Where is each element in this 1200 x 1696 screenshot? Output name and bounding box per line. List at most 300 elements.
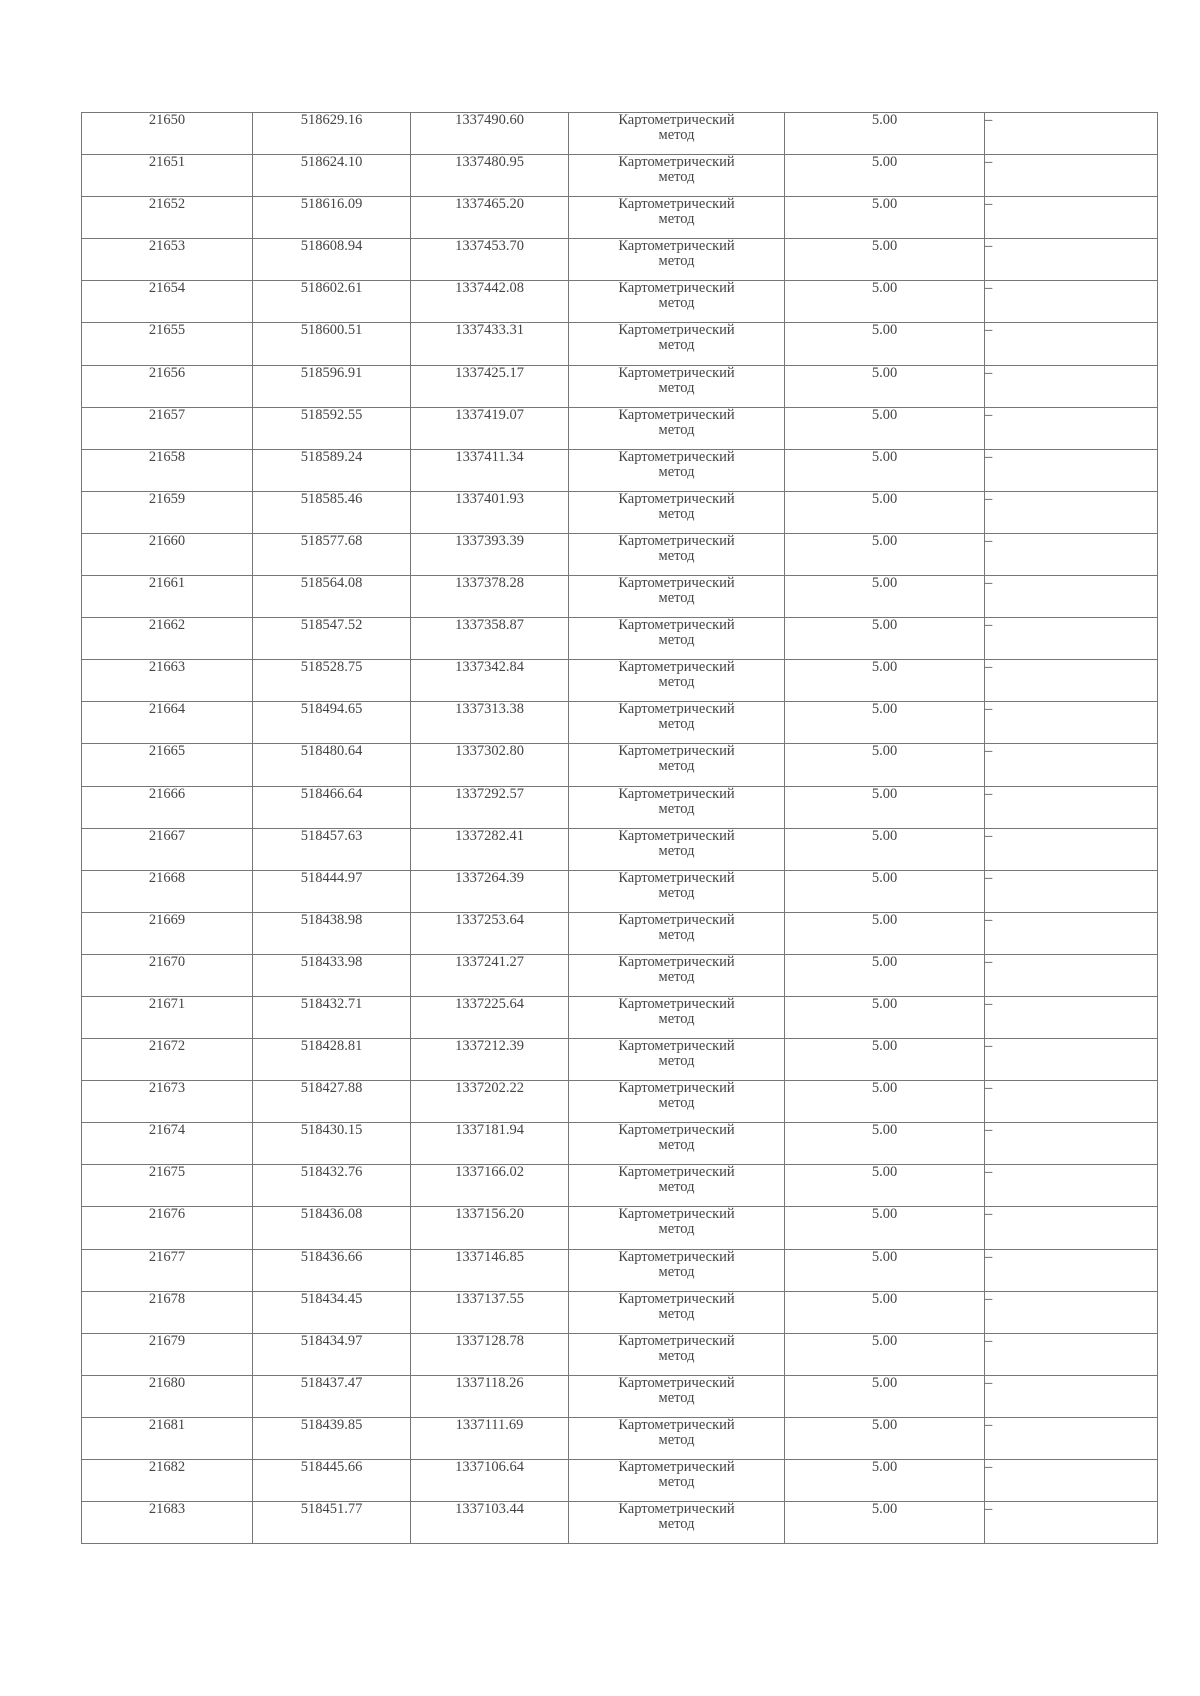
table-row [82, 1291, 1158, 1333]
x-coordinate-cell: 518577.68 [253, 533, 411, 575]
table-row [82, 660, 1158, 702]
x-coordinate-cell: 518430.15 [253, 1123, 411, 1165]
method-cell [569, 1123, 785, 1165]
method-line-1: Картометрический [618, 112, 735, 128]
x-coordinate-cell: 518445.66 [253, 1460, 411, 1502]
point-number-cell: 21656 [82, 365, 253, 407]
y-coordinate-cell: 1337202.22 [411, 1081, 569, 1123]
y-coordinate-cell: 1337166.02 [411, 1165, 569, 1207]
note-cell: – [985, 1291, 1158, 1333]
y-coordinate-cell: 1337282.41 [411, 828, 569, 870]
point-number-cell: 21678 [82, 1291, 253, 1333]
table-row [82, 702, 1158, 744]
note-cell: – [985, 1165, 1158, 1207]
point-number-cell: 21674 [82, 1123, 253, 1165]
note-cell: – [985, 1249, 1158, 1291]
accuracy-cell: 5.00 [785, 744, 985, 786]
x-coordinate-cell: 518432.71 [253, 996, 411, 1038]
x-coordinate-cell: 518434.45 [253, 1291, 411, 1333]
method-line-2: метод [658, 295, 695, 312]
point-number-cell: 21664 [82, 702, 253, 744]
method-line-1: Картометрический [618, 1332, 735, 1349]
point-number-cell: 21661 [82, 576, 253, 618]
note-cell: – [985, 954, 1158, 996]
table-row [82, 1502, 1158, 1544]
table-row [82, 323, 1158, 365]
method-line-1: Картометрический [618, 1416, 735, 1433]
method-line-2: метод [658, 674, 695, 691]
method-line-2: метод [658, 169, 695, 186]
accuracy-cell: 5.00 [785, 407, 985, 449]
table-row [82, 1333, 1158, 1375]
table-row [82, 1165, 1158, 1207]
x-coordinate-cell: 518480.64 [253, 744, 411, 786]
x-coordinate-cell: 518624.10 [253, 155, 411, 197]
x-coordinate-cell: 518585.46 [253, 491, 411, 533]
method-cell [569, 660, 785, 702]
accuracy-cell: 5.00 [785, 323, 985, 365]
note-cell: – [985, 197, 1158, 239]
table-row [82, 1081, 1158, 1123]
table-row [82, 449, 1158, 491]
method-cell [569, 239, 785, 281]
method-line-1: Картометрический [618, 869, 735, 886]
accuracy-cell: 5.00 [785, 1039, 985, 1081]
accuracy-cell: 5.00 [785, 1460, 985, 1502]
note-cell: – [985, 1039, 1158, 1081]
note-cell: – [985, 113, 1158, 155]
method-line-1: Картометрический [618, 322, 735, 339]
note-cell: – [985, 323, 1158, 365]
method-cell [569, 449, 785, 491]
method-line-1: Картометрический [618, 617, 735, 634]
x-coordinate-cell: 518466.64 [253, 786, 411, 828]
x-coordinate-cell: 518451.77 [253, 1502, 411, 1544]
method-line-2: метод [658, 1516, 695, 1533]
accuracy-cell: 5.00 [785, 197, 985, 239]
x-coordinate-cell: 518436.66 [253, 1249, 411, 1291]
method-line-2: метод [658, 1347, 695, 1364]
method-cell [569, 576, 785, 618]
point-number-cell: 21662 [82, 618, 253, 660]
point-number-cell: 21683 [82, 1502, 253, 1544]
method-line-1: Картометрический [618, 406, 735, 423]
x-coordinate-cell: 518616.09 [253, 197, 411, 239]
method-line-2: метод [658, 1179, 695, 1196]
accuracy-cell: 5.00 [785, 1207, 985, 1249]
method-line-1: Картометрический [618, 280, 735, 297]
table-row [82, 828, 1158, 870]
method-line-1: Картометрический [618, 238, 735, 255]
method-cell [569, 365, 785, 407]
method-line-2: метод [658, 1221, 695, 1238]
method-line-2: метод [658, 716, 695, 733]
method-cell [569, 786, 785, 828]
note-cell: – [985, 491, 1158, 533]
method-line-2: метод [658, 926, 695, 943]
x-coordinate-cell: 518433.98 [253, 954, 411, 996]
y-coordinate-cell: 1337225.64 [411, 996, 569, 1038]
note-cell: – [985, 576, 1158, 618]
accuracy-cell: 5.00 [785, 1249, 985, 1291]
note-cell: – [985, 155, 1158, 197]
method-cell [569, 996, 785, 1038]
y-coordinate-cell: 1337342.84 [411, 660, 569, 702]
accuracy-cell: 5.00 [785, 1165, 985, 1207]
method-line-2: метод [658, 505, 695, 522]
method-cell [569, 744, 785, 786]
method-cell [569, 1291, 785, 1333]
x-coordinate-cell: 518494.65 [253, 702, 411, 744]
method-line-1: Картометрический [618, 1501, 735, 1518]
note-cell: – [985, 365, 1158, 407]
note-cell: – [985, 828, 1158, 870]
point-number-cell: 21676 [82, 1207, 253, 1249]
point-number-cell: 21673 [82, 1081, 253, 1123]
x-coordinate-cell: 518436.08 [253, 1207, 411, 1249]
y-coordinate-cell: 1337264.39 [411, 870, 569, 912]
method-line-2: метод [658, 590, 695, 607]
x-coordinate-cell: 518528.75 [253, 660, 411, 702]
table-row [82, 912, 1158, 954]
note-cell: – [985, 407, 1158, 449]
y-coordinate-cell: 1337253.64 [411, 912, 569, 954]
method-line-1: Картометрический [618, 1459, 735, 1475]
y-coordinate-cell: 1337490.60 [411, 113, 569, 155]
method-line-1: Картометрический [618, 743, 735, 760]
y-coordinate-cell: 1337137.55 [411, 1291, 569, 1333]
method-line-1: Картометрический [618, 1248, 735, 1265]
method-cell [569, 1249, 785, 1291]
accuracy-cell: 5.00 [785, 912, 985, 954]
method-cell [569, 870, 785, 912]
y-coordinate-cell: 1337103.44 [411, 1502, 569, 1544]
point-number-cell: 21659 [82, 491, 253, 533]
y-coordinate-cell: 1337425.17 [411, 365, 569, 407]
method-line-1: Картометрический [618, 575, 735, 592]
table-row [82, 786, 1158, 828]
point-number-cell: 21665 [82, 744, 253, 786]
method-line-1: Картометрический [618, 785, 735, 802]
x-coordinate-cell: 518592.55 [253, 407, 411, 449]
x-coordinate-cell: 518434.97 [253, 1333, 411, 1375]
table-row [82, 1460, 1158, 1502]
method-line-1: Картометрический [618, 196, 735, 213]
note-cell: – [985, 1375, 1158, 1417]
accuracy-cell: 5.00 [785, 702, 985, 744]
note-cell: – [985, 533, 1158, 575]
table-row [82, 996, 1158, 1038]
method-cell [569, 197, 785, 239]
y-coordinate-cell: 1337393.39 [411, 533, 569, 575]
point-number-cell: 21675 [82, 1165, 253, 1207]
point-number-cell: 21658 [82, 449, 253, 491]
method-line-1: Картометрический [618, 532, 735, 549]
note-cell: – [985, 1081, 1158, 1123]
method-line-2: метод [658, 758, 695, 775]
accuracy-cell: 5.00 [785, 996, 985, 1038]
x-coordinate-cell: 518444.97 [253, 870, 411, 912]
y-coordinate-cell: 1337146.85 [411, 1249, 569, 1291]
y-coordinate-cell: 1337480.95 [411, 155, 569, 197]
method-cell [569, 702, 785, 744]
note-cell: – [985, 1460, 1158, 1502]
note-cell: – [985, 618, 1158, 660]
point-number-cell: 21672 [82, 1039, 253, 1081]
method-line-2: метод [658, 1305, 695, 1322]
point-number-cell: 21655 [82, 323, 253, 365]
x-coordinate-cell: 518608.94 [253, 239, 411, 281]
method-line-2: метод [658, 1474, 695, 1490]
method-line-1: Картометрический [618, 490, 735, 507]
x-coordinate-cell: 518547.52 [253, 618, 411, 660]
note-cell: – [985, 449, 1158, 491]
point-number-cell: 21668 [82, 870, 253, 912]
table-row [82, 533, 1158, 575]
point-number-cell: 21657 [82, 407, 253, 449]
y-coordinate-cell: 1337442.08 [411, 281, 569, 323]
table-row [82, 491, 1158, 533]
table-row [82, 239, 1158, 281]
y-coordinate-cell: 1337181.94 [411, 1123, 569, 1165]
y-coordinate-cell: 1337156.20 [411, 1207, 569, 1249]
x-coordinate-cell: 518437.47 [253, 1375, 411, 1417]
method-line-2: метод [658, 968, 695, 985]
point-number-cell: 21667 [82, 828, 253, 870]
y-coordinate-cell: 1337111.69 [411, 1417, 569, 1459]
point-number-cell: 21671 [82, 996, 253, 1038]
note-cell: – [985, 870, 1158, 912]
method-cell [569, 1207, 785, 1249]
method-line-1: Картометрический [618, 1374, 735, 1391]
accuracy-cell: 5.00 [785, 1291, 985, 1333]
point-number-cell: 21660 [82, 533, 253, 575]
y-coordinate-cell: 1337302.80 [411, 744, 569, 786]
point-number-cell: 21652 [82, 197, 253, 239]
table-row [82, 281, 1158, 323]
method-line-1: Картометрический [618, 1080, 735, 1097]
note-cell: – [985, 1417, 1158, 1459]
method-line-2: метод [658, 884, 695, 901]
note-cell: – [985, 744, 1158, 786]
accuracy-cell: 5.00 [785, 533, 985, 575]
coordinates-table [81, 112, 1158, 1544]
point-number-cell: 21677 [82, 1249, 253, 1291]
method-cell [569, 1081, 785, 1123]
accuracy-cell: 5.00 [785, 1375, 985, 1417]
method-cell [569, 912, 785, 954]
method-cell [569, 281, 785, 323]
accuracy-cell: 5.00 [785, 155, 985, 197]
table-row [82, 744, 1158, 786]
method-line-2: метод [658, 421, 695, 438]
method-cell [569, 828, 785, 870]
point-number-cell: 21650 [82, 113, 253, 155]
accuracy-cell: 5.00 [785, 954, 985, 996]
method-cell [569, 491, 785, 533]
method-cell [569, 323, 785, 365]
method-line-2: метод [658, 632, 695, 649]
method-line-2: метод [658, 463, 695, 480]
method-line-1: Картометрический [618, 911, 735, 928]
accuracy-cell: 5.00 [785, 239, 985, 281]
method-line-1: Картометрический [618, 995, 735, 1012]
method-cell [569, 1375, 785, 1417]
y-coordinate-cell: 1337453.70 [411, 239, 569, 281]
accuracy-cell: 5.00 [785, 1333, 985, 1375]
note-cell: – [985, 1333, 1158, 1375]
note-cell: – [985, 1502, 1158, 1544]
x-coordinate-cell: 518600.51 [253, 323, 411, 365]
table-row [82, 1249, 1158, 1291]
method-line-1: Картометрический [618, 701, 735, 718]
method-line-1: Картометрический [618, 448, 735, 465]
method-line-2: метод [658, 842, 695, 859]
method-line-1: Картометрический [618, 953, 735, 970]
accuracy-cell: 5.00 [785, 870, 985, 912]
method-line-2: метод [658, 547, 695, 564]
method-line-1: Картометрический [618, 1206, 735, 1223]
y-coordinate-cell: 1337433.31 [411, 323, 569, 365]
method-line-2: метод [658, 1137, 695, 1154]
point-number-cell: 21680 [82, 1375, 253, 1417]
method-line-2: метод [658, 1010, 695, 1027]
note-cell: – [985, 1123, 1158, 1165]
table-row [82, 1207, 1158, 1249]
point-number-cell: 21682 [82, 1460, 253, 1502]
method-line-2: метод [658, 1389, 695, 1406]
note-cell: – [985, 912, 1158, 954]
table-row [82, 407, 1158, 449]
method-line-2: метод [658, 1053, 695, 1070]
y-coordinate-cell: 1337419.07 [411, 407, 569, 449]
method-line-2: метод [658, 1095, 695, 1112]
point-number-cell: 21681 [82, 1417, 253, 1459]
accuracy-cell: 5.00 [785, 1123, 985, 1165]
y-coordinate-cell: 1337358.87 [411, 618, 569, 660]
y-coordinate-cell: 1337128.78 [411, 1333, 569, 1375]
accuracy-cell: 5.00 [785, 660, 985, 702]
table-row [82, 155, 1158, 197]
accuracy-cell: 5.00 [785, 1081, 985, 1123]
y-coordinate-cell: 1337292.57 [411, 786, 569, 828]
accuracy-cell: 5.00 [785, 1502, 985, 1544]
method-cell [569, 113, 785, 155]
x-coordinate-cell: 518629.16 [253, 113, 411, 155]
point-number-cell: 21663 [82, 660, 253, 702]
method-cell [569, 1333, 785, 1375]
method-line-1: Картометрический [618, 659, 735, 676]
method-line-2: метод [658, 127, 695, 143]
accuracy-cell: 5.00 [785, 1417, 985, 1459]
accuracy-cell: 5.00 [785, 786, 985, 828]
note-cell: – [985, 702, 1158, 744]
method-line-1: Картометрический [618, 1122, 735, 1139]
method-line-2: метод [658, 1431, 695, 1448]
method-cell [569, 954, 785, 996]
accuracy-cell: 5.00 [785, 491, 985, 533]
accuracy-cell: 5.00 [785, 113, 985, 155]
y-coordinate-cell: 1337378.28 [411, 576, 569, 618]
y-coordinate-cell: 1337212.39 [411, 1039, 569, 1081]
x-coordinate-cell: 518427.88 [253, 1081, 411, 1123]
x-coordinate-cell: 518564.08 [253, 576, 411, 618]
note-cell: – [985, 660, 1158, 702]
x-coordinate-cell: 518602.61 [253, 281, 411, 323]
method-line-2: метод [658, 800, 695, 817]
point-number-cell: 21651 [82, 155, 253, 197]
x-coordinate-cell: 518457.63 [253, 828, 411, 870]
point-number-cell: 21669 [82, 912, 253, 954]
table-row [82, 576, 1158, 618]
method-cell [569, 1039, 785, 1081]
table-row [82, 954, 1158, 996]
note-cell: – [985, 786, 1158, 828]
x-coordinate-cell: 518438.98 [253, 912, 411, 954]
y-coordinate-cell: 1337241.27 [411, 954, 569, 996]
point-number-cell: 21654 [82, 281, 253, 323]
table-row [82, 197, 1158, 239]
accuracy-cell: 5.00 [785, 828, 985, 870]
method-cell [569, 155, 785, 197]
method-cell [569, 1165, 785, 1207]
table-row [82, 1039, 1158, 1081]
y-coordinate-cell: 1337465.20 [411, 197, 569, 239]
table-row [82, 618, 1158, 660]
method-cell [569, 533, 785, 575]
table-row [82, 113, 1158, 155]
accuracy-cell: 5.00 [785, 449, 985, 491]
x-coordinate-cell: 518432.76 [253, 1165, 411, 1207]
method-cell [569, 1460, 785, 1502]
method-line-1: Картометрический [618, 364, 735, 381]
x-coordinate-cell: 518428.81 [253, 1039, 411, 1081]
method-line-1: Картометрический [618, 154, 735, 171]
accuracy-cell: 5.00 [785, 618, 985, 660]
point-number-cell: 21670 [82, 954, 253, 996]
x-coordinate-cell: 518596.91 [253, 365, 411, 407]
note-cell: – [985, 1207, 1158, 1249]
table-row [82, 870, 1158, 912]
y-coordinate-cell: 1337401.93 [411, 491, 569, 533]
y-coordinate-cell: 1337118.26 [411, 1375, 569, 1417]
method-line-1: Картометрический [618, 1164, 735, 1181]
accuracy-cell: 5.00 [785, 365, 985, 407]
table-row [82, 365, 1158, 407]
note-cell: – [985, 281, 1158, 323]
point-number-cell: 21666 [82, 786, 253, 828]
method-line-2: метод [658, 379, 695, 396]
point-number-cell: 21679 [82, 1333, 253, 1375]
table-row [82, 1123, 1158, 1165]
method-line-1: Картометрический [618, 1290, 735, 1307]
method-cell [569, 1502, 785, 1544]
y-coordinate-cell: 1337411.34 [411, 449, 569, 491]
x-coordinate-cell: 518589.24 [253, 449, 411, 491]
method-cell [569, 407, 785, 449]
method-line-1: Картометрический [618, 827, 735, 844]
method-line-2: метод [658, 211, 695, 228]
accuracy-cell: 5.00 [785, 576, 985, 618]
point-number-cell: 21653 [82, 239, 253, 281]
method-line-2: метод [658, 337, 695, 354]
table-row [82, 1417, 1158, 1459]
y-coordinate-cell: 1337106.64 [411, 1460, 569, 1502]
note-cell: – [985, 996, 1158, 1038]
method-cell [569, 1417, 785, 1459]
note-cell: – [985, 239, 1158, 281]
method-line-2: метод [658, 253, 695, 270]
